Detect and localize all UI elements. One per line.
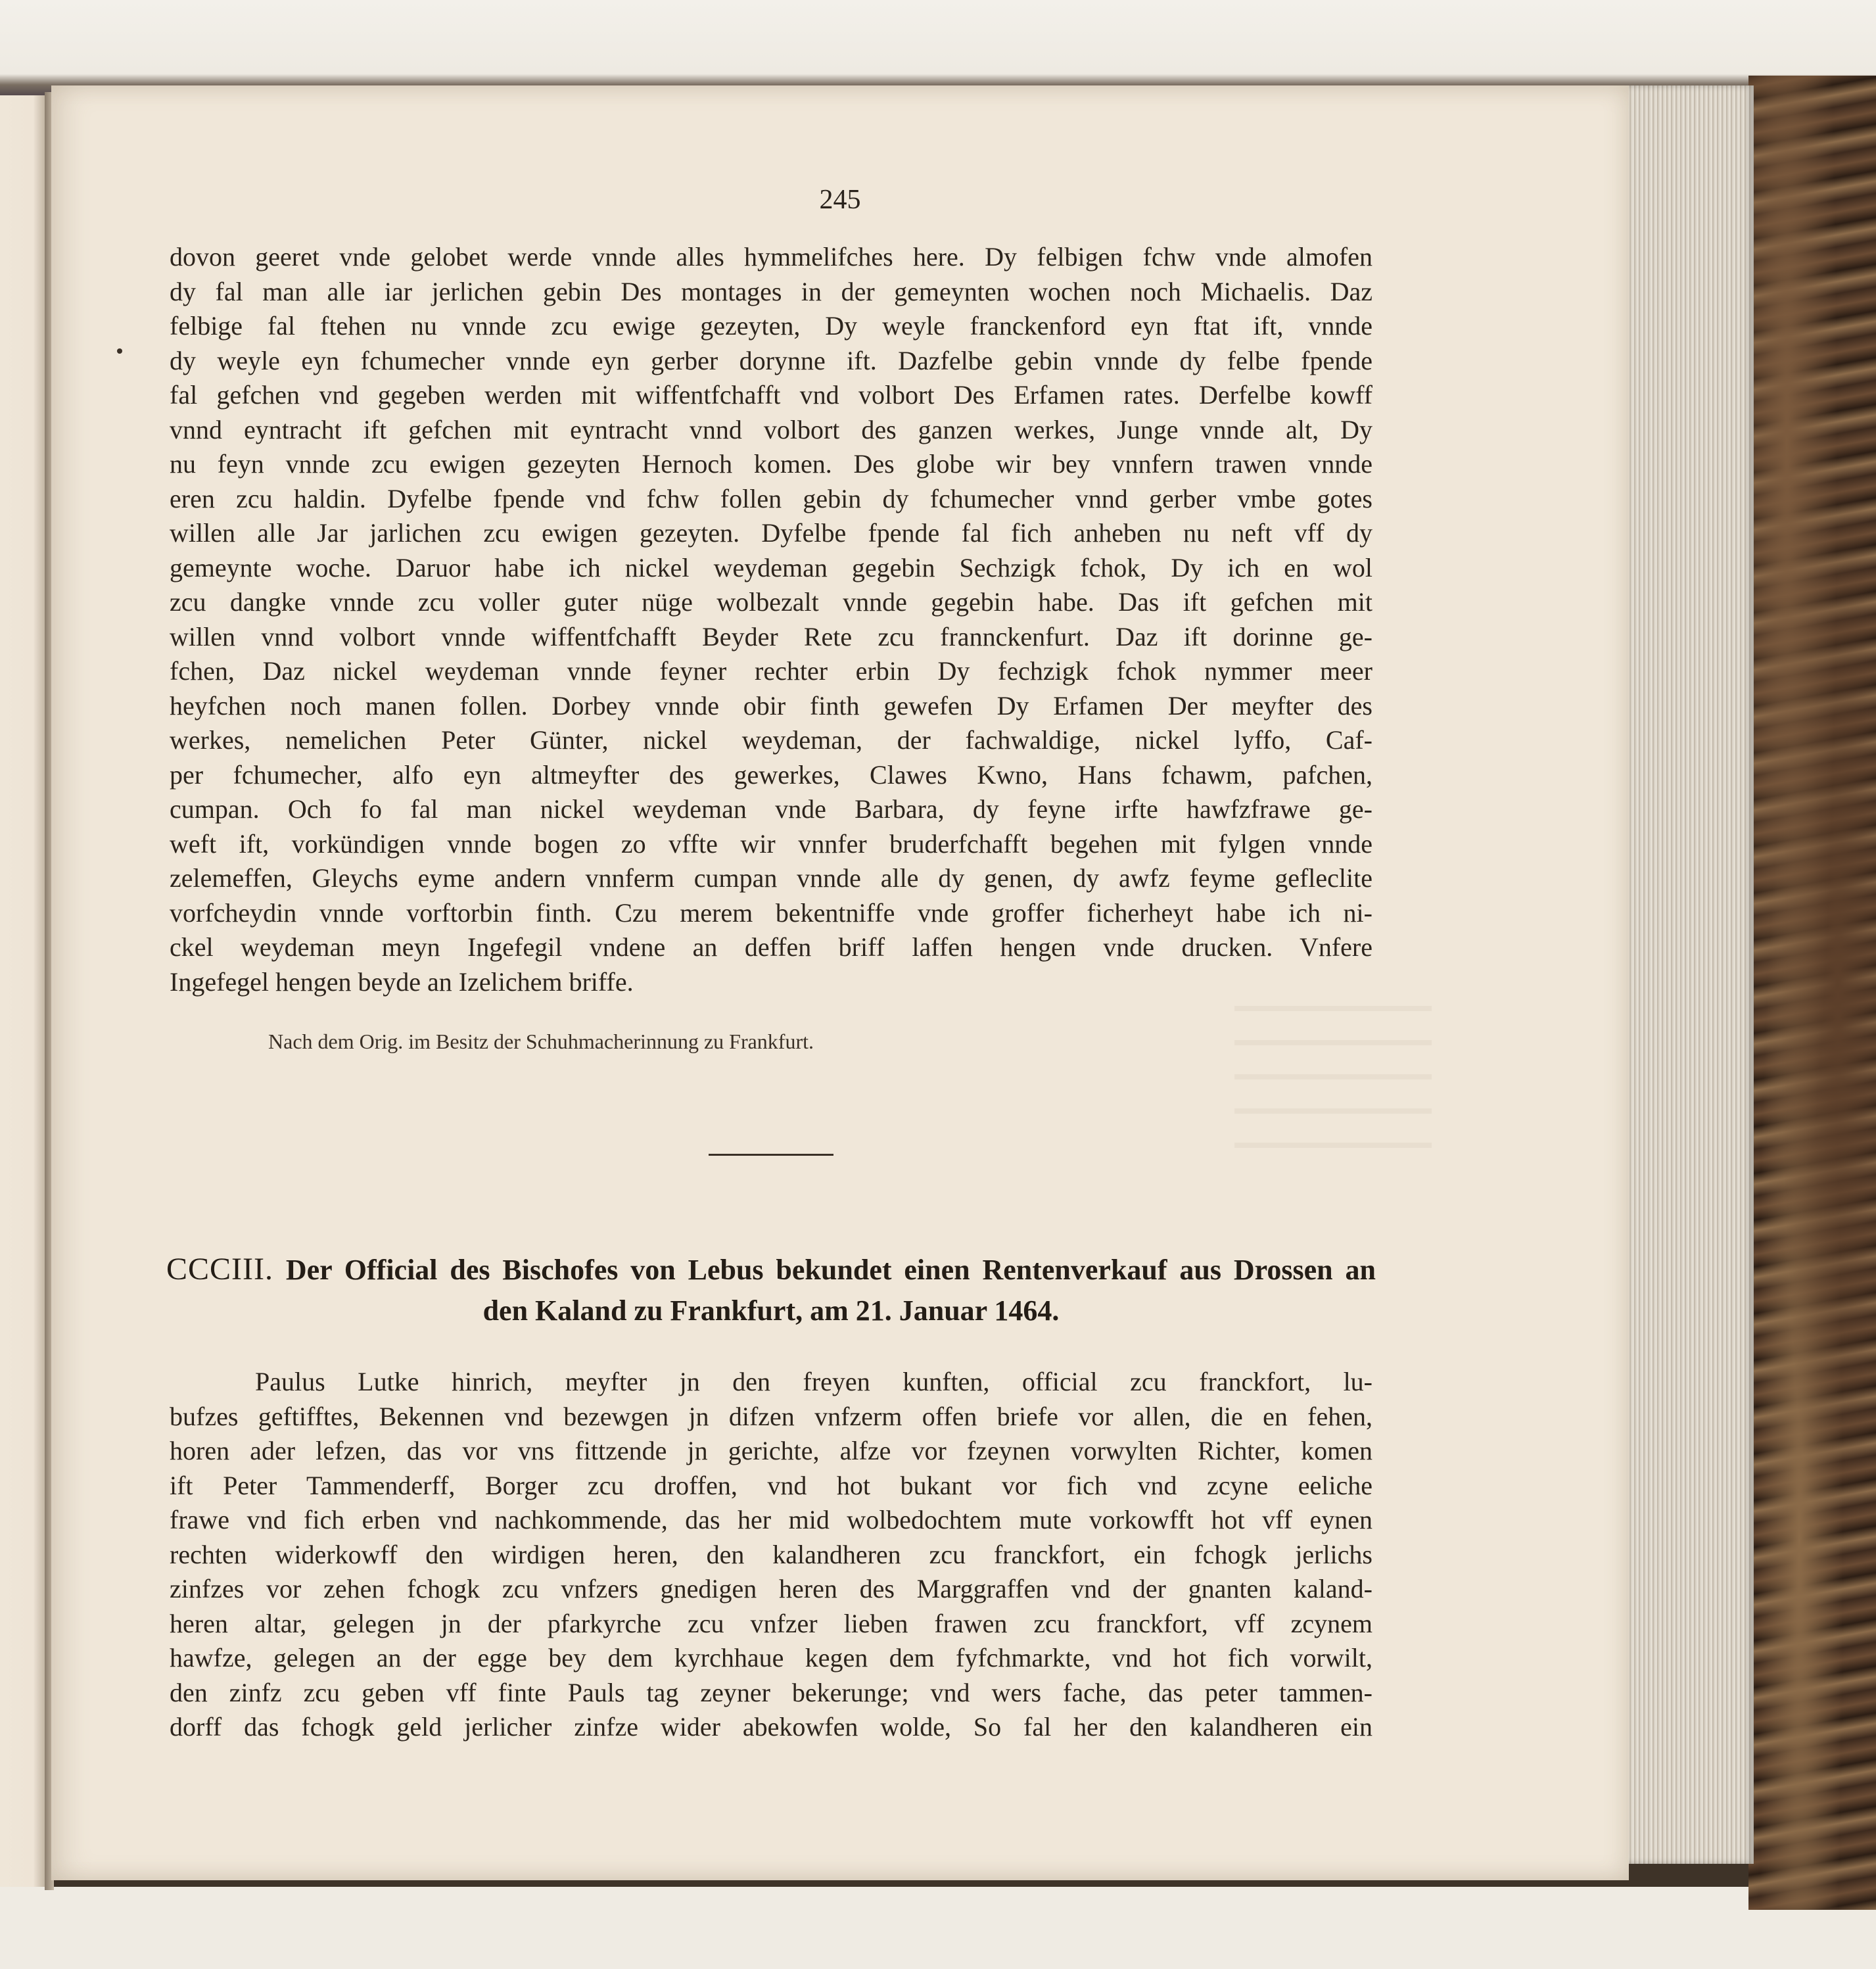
text-line: ift Peter Tammenderff, Borger zcu droffen, vnd hot bukant vor fich vnd zcyne eeliche xyxy=(170,1470,1372,1500)
text-line: werkes, nemelichen Peter Günter, nickel weydeman, der fachwaldige, nickel lyffo, Caf- xyxy=(170,725,1372,755)
charter-text-2 xyxy=(170,1365,1372,1745)
text-line: vorfcheydin vnnde vorftorbin finth. Czu merem bekentniffe vnde groffer ficherheyt habe ich ni- xyxy=(170,897,1372,928)
text-line: den zinfz zcu geben vff finte Pauls tag zeyner bekerunge; vnd wers fache, das peter tammen- xyxy=(170,1677,1372,1707)
text-line: cumpan. Och fo fal man nickel weydeman vnde Barbara, dy feyne irfte hawfzfrawe ge- xyxy=(170,794,1372,824)
book-page xyxy=(51,85,1629,1880)
page-edges xyxy=(1622,85,1754,1864)
heading-line-2: den Kaland zu Frankfurt, am 21. Januar 1464. xyxy=(482,1294,1060,1327)
text-line: heren altar, gelegen jn der pfarkyrche zcu vnfzer lieben frawen zcu franckfort, vff zcynem xyxy=(170,1608,1372,1638)
text-line: bufzes geftifftes, Bekennen vnd bezewgen jn difzen vnfzerm offen briefe vor allen, die en fehen, xyxy=(170,1401,1372,1431)
text-line: horen ader lefzen, das vor vns fittzende jn gerichte, alfze vor fzeynen vorwylten Richter, komen xyxy=(170,1436,1372,1465)
text-line: Ingefegel hengen beyde an Izelichem briffe. xyxy=(170,966,634,997)
heading-line-1 xyxy=(166,1249,1376,1291)
text-line: zinfzes vor zehen fchogk zcu vnfzers gnedigen heren des Marggraffen vnd der gnanten kaland- xyxy=(170,1574,1372,1603)
text-line: fchen, Daz nickel weydeman vnnde feyner rechter erbin Dy fechzigk fchok nymmer meer xyxy=(170,656,1372,686)
scan-bottom-edge xyxy=(0,1887,1876,1969)
text-line: hawfze, gelegen an der egge bey dem kyrchhaue kegen dem fyfchmarkte, vnd hot fich vorwilt, xyxy=(170,1643,1372,1672)
section-divider xyxy=(709,1154,833,1156)
text-line: dorff das fchogk geld jerlicher zinfze wider abekowfen wolde, So fal her den kalandheren ein xyxy=(170,1712,1372,1742)
text-line: gemeynte woche. Daruor habe ich nickel weydeman gegebin Sechzigk fchok, Dy ich en wol xyxy=(170,552,1372,582)
scan-top-edge xyxy=(0,0,1876,99)
text-line: eren zcu haldin. Dyfelbe fpende vnd fchw follen gebin dy fchumecher vnnd gerber vmbe gotes xyxy=(170,483,1372,513)
text-line: nu feyn vnnde zcu ewigen gezeyten Hernoch komen. Des globe wir bey vnnfern trawen vnnde xyxy=(170,449,1372,479)
text-line: zelemeffen, Gleychs eyme andern vnnferm cumpan vnnde alle dy genen, dy awfz feyme gefleclite xyxy=(170,863,1372,893)
text-line: felbige fal ftehen nu vnnde zcu ewige gezeyten, Dy weyle franckenford eyn ftat ift, vnnde xyxy=(170,311,1372,341)
text-line: weft ift, vorkündigen vnnde bogen zo vffte wir vnnfer bruderfchafft begehen mit fylgen vnnde xyxy=(170,828,1372,859)
text-line: per fchumecher, alfo eyn altmeyfter des gewerkes, Clawes Kwno, Hans fchawm, pafchen, xyxy=(170,759,1372,790)
text-line: rechten widerkowff den wirdigen heren, den kalandheren zcu franckfort, ein fchogk jerlichs xyxy=(170,1539,1372,1569)
text-line: zcu dangke vnnde zcu voller guter nüge wolbezalt vnnde gegebin habe. Das ift gefchen mit xyxy=(170,587,1372,617)
text-line: ckel weydeman meyn Ingefegil vndene an deffen briff laffen hengen vnde drucken. Vnfere xyxy=(170,932,1372,962)
text-line: dy weyle eyn fchumecher vnnde eyn gerber dorynne ift. Dazfelbe gebin vnnde dy felbe fpende xyxy=(170,345,1372,375)
ink-mark xyxy=(117,348,122,354)
text-line: vnnd eyntracht ift gefchen mit eyntracht vnnd volbort des ganzen werkes, Junge vnnde alt, Dy xyxy=(170,414,1372,444)
charter-text-1 xyxy=(170,240,1372,999)
source-note: Nach dem Orig. im Besitz der Schuhmacherinnung zu Frankfurt. xyxy=(268,1030,814,1053)
text-line: willen vnnd volbort vnnde wiffentfchafft Beyder Rete zcu frannckenfurt. Daz ift dorinne ge- xyxy=(170,621,1372,652)
show-through xyxy=(1234,1006,1432,1177)
text-line: heyfchen noch manen follen. Dorbey vnnde obir finth gewefen Dy Erfamen Der meyfter des xyxy=(170,690,1372,721)
page-number: 245 xyxy=(819,185,861,215)
document-heading xyxy=(166,1249,1376,1331)
text-line: frawe vnd fich erben vnd nachkommende, das her mid wolbedochtem mute vorkowfft hot vff eynen xyxy=(170,1505,1372,1534)
text-line: willen alle Jar jarlichen zcu ewigen gezeyten. Dyfelbe fpende fal fich anheben nu neft vff dy xyxy=(170,518,1372,548)
facing-page-edge xyxy=(0,95,47,1887)
text-line: fal gefchen vnd gegeben werden mit wiffentfchafft vnd volbort Des Erfamen rates. Derfelbe kowff xyxy=(170,380,1372,410)
text-line: Paulus Lutke hinrich, meyfter jn den freyen kunften, official zcu franckfort, lu- xyxy=(255,1367,1372,1396)
text-line: dy fal man alle iar jerlichen gebin Des montages in der gemeynten wochen noch Michaelis. Daz xyxy=(170,276,1372,306)
heading-title: Der Official des Bischofes von Lebus bekundet einen Rentenverkauf aus Drossen an xyxy=(285,1254,1376,1286)
document-number: CCCIII. xyxy=(166,1252,273,1287)
text-line: dovon geeret vnde gelobet werde vnnde alles hymmelifches here. Dy felbigen fchw vnde almofen xyxy=(170,242,1372,272)
marbled-cover xyxy=(1748,76,1876,1910)
